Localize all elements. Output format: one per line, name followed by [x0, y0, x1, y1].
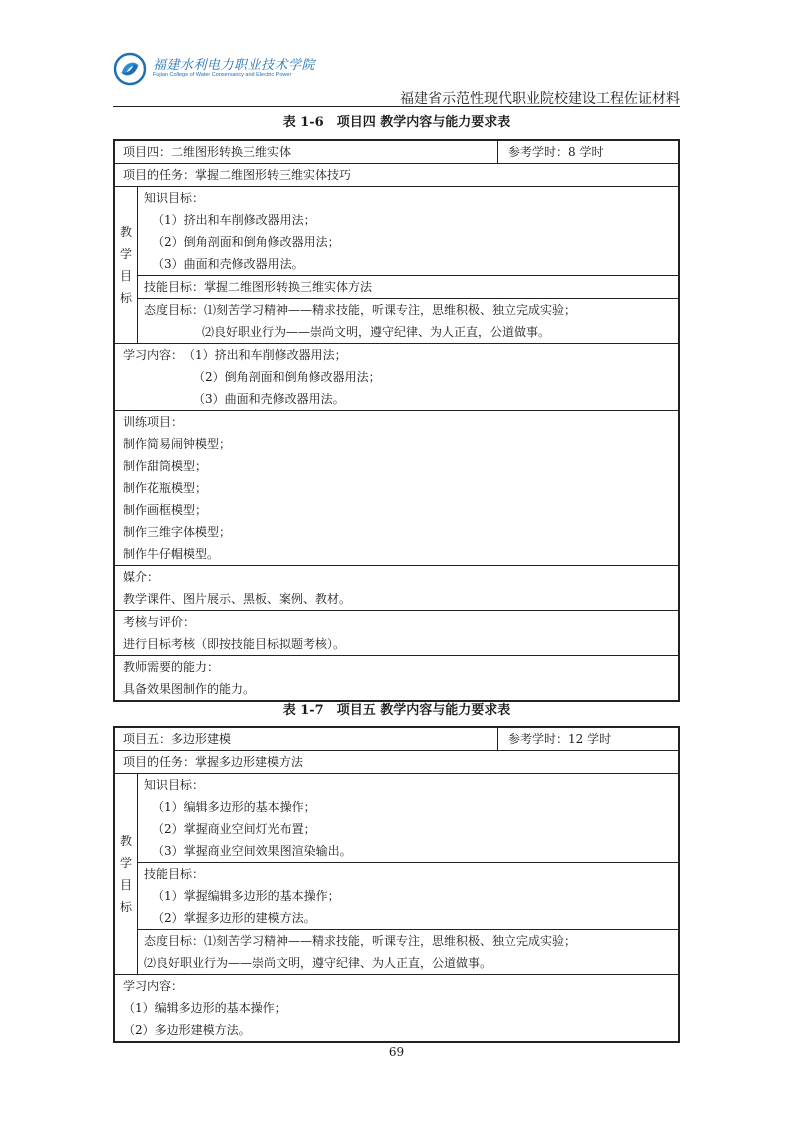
list-item: （3）曲面和壳修改器用法。 [193, 392, 345, 406]
table1-media: 媒介： 教学课件、图片展示、黑板、案例、教材。 [115, 566, 678, 611]
table2-task: 项目的任务：掌握多边形建模方法 [115, 751, 678, 774]
table2-objectives-label: 教 学 目 标 [115, 774, 138, 974]
list-item: （2）掌握商业空间灯光布置； [152, 822, 316, 836]
college-logo [113, 52, 316, 96]
list-item: 制作花瓶模型； [123, 481, 208, 495]
logo-chinese-name: 福建水利电力职业技术学院 [153, 58, 316, 73]
list-item: （3）曲面和壳修改器用法。 [152, 257, 304, 271]
list-item: （2）掌握多边形的建模方法。 [152, 911, 316, 925]
table2-objectives [115, 774, 678, 975]
list-item: （2）倒角剖面和倒角修改器用法； [193, 370, 381, 384]
table1-objectives-label: 教 学 目 标 [115, 187, 138, 343]
table1-content: 学习内容： （1）挤出和车削修改器用法； （2）倒角剖面和倒角修改器用法； （3）曲面和壳修改器用法。 [115, 344, 678, 411]
table2-knowledge-objectives: 知识目标： （1）编辑多边形的基本操作； （2）掌握商业空间灯光布置； （3）掌握商业空间效果图渲染输出。 [138, 774, 678, 863]
page-number: 69 [388, 1045, 405, 1059]
table2-content: 学习内容： （1）编辑多边形的基本操作； （2）多边形建模方法。 [115, 975, 678, 1041]
logo-english-name: Fujian College of Water Conservancy and Electric Power [153, 72, 292, 78]
table1-teacher-ability: 教师需要的能力： 具备效果图制作的能力。 [123, 660, 256, 696]
list-item: 制作甜筒模型； [123, 459, 208, 473]
list-item: 制作牛仔帽模型。 [123, 547, 220, 561]
list-item: （1）掌握编辑多边形的基本操作； [152, 889, 340, 903]
table2-project-row [115, 728, 678, 751]
table1-hours: 参考学时：8 学时 [508, 145, 604, 159]
list-item: （2）多边形建模方法。 [123, 1023, 251, 1037]
list-item: 制作画框模型； [123, 503, 208, 517]
list-item: （1）编辑多边形的基本操作； [152, 800, 316, 814]
list-item: （3）掌握商业空间效果图渲染输出。 [152, 844, 352, 858]
table1-project-name: 项目四：二维图形转换三维实体 [115, 141, 498, 163]
list-item: （1）挤出和车削修改器用法； [152, 213, 316, 227]
table1-objectives [115, 187, 678, 344]
table2-project-name: 项目五：多边形建模 [115, 728, 498, 750]
table1-attitude-objectives: 态度目标：⑴刻苦学习精神——精求技能，听课专注，思维积极、独立完成实验； ⑵良好职业行为——崇尚文明，遵守纪律、为人正直，公道做事。 [144, 303, 577, 339]
table1-task: 项目的任务：掌握二维图形转三维实体技巧 [115, 164, 678, 187]
table1-training: 训练项目： 制作简易闹钟模型； 制作甜筒模型； 制作花瓶模型； 制作画框模型； 制作三维字体模型； 制作牛仔帽模型。 [115, 411, 678, 566]
document-header-title: 福建省示范性现代职业院校建设工程佐证材料 [400, 91, 680, 107]
table2-caption: 表 1-7 项目五 教学内容与能力要求表 [282, 703, 511, 718]
list-item: （2）倒角剖面和倒角修改器用法； [152, 235, 340, 249]
table1-caption: 表 1-6 项目四 教学内容与能力要求表 [282, 115, 511, 130]
header-divider [113, 106, 680, 107]
list-item: （1）编辑多边形的基本操作； [123, 1001, 287, 1015]
table1-project-row [115, 141, 678, 164]
table2-skill-objectives: 技能目标： （1）掌握编辑多边形的基本操作； （2）掌握多边形的建模方法。 [138, 863, 678, 930]
college-emblem-icon [113, 52, 147, 86]
table2-hours: 参考学时：12 学时 [508, 732, 612, 746]
list-item: 制作简易闹钟模型； [123, 437, 232, 451]
table2-attitude-objectives: 态度目标：⑴刻苦学习精神——精求技能，听课专注，思维积极、独立完成实验； ⑵良好职业行为——崇尚文明，遵守纪律、为人正直，公道做事。 [144, 934, 577, 970]
table1-knowledge-objectives: 知识目标： （1）挤出和车削修改器用法； （2）倒角剖面和倒角修改器用法； （3）曲面和壳修改器用法。 [138, 187, 678, 276]
table1 [113, 139, 680, 702]
list-item: 制作三维字体模型； [123, 525, 232, 539]
table1-skill-objectives: 技能目标：掌握二维图形转换三维实体方法 [138, 276, 678, 299]
table2 [113, 726, 680, 1043]
table1-assessment: 考核与评价： 进行目标考核（即按技能目标拟题考核）。 [115, 611, 678, 656]
